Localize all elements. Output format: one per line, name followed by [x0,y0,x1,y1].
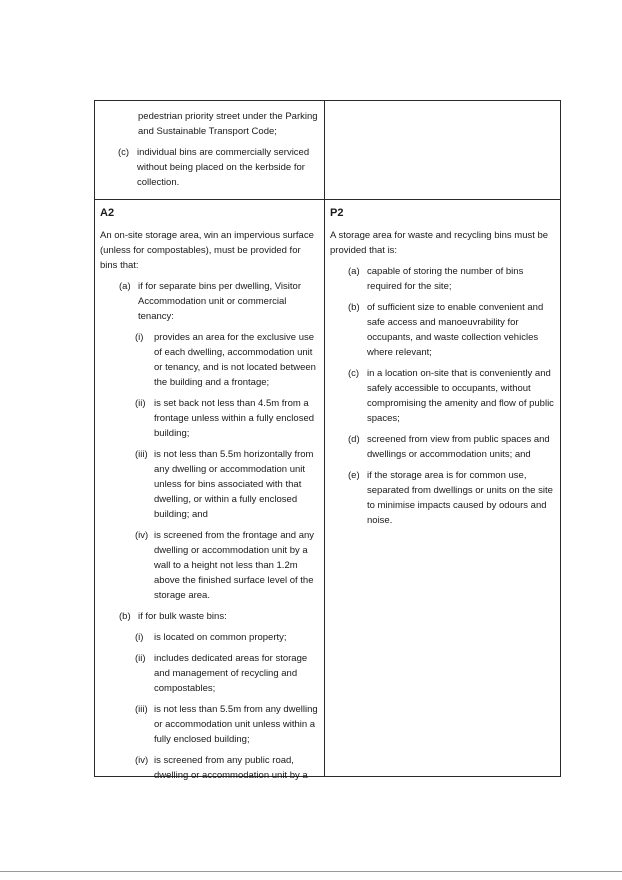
sub-list-item [100,702,318,747]
row-divider [95,199,560,200]
list-label: (ii) [135,653,146,664]
list-label: (a) [348,266,360,277]
sub-list-item [100,528,318,603]
list-label: (ii) [135,398,146,409]
list-text: is located on common property; [154,632,287,643]
list-item-d [330,432,554,462]
sub-list-item [100,330,318,390]
list-label: (c) [348,368,360,379]
list-text: is not less than 5.5m horizontally from any dwelling or accommodation unit unless for bins associated with that dwelling, or within a fully enclosed building; and [154,449,314,520]
list-text: in a location on-site that is conveniently and safely accessible to occupants, without compromising the amenity and flow of public spaces; [367,368,554,424]
list-label: (iii) [135,449,148,460]
list-label: (b) [348,302,360,313]
sub-list-item [100,447,318,522]
list-text: provides an area for the exclusive use of each dwelling, accommodation unit or tenancy, and is not located between the building and a frontage; [154,332,316,388]
list-item-c [330,366,554,426]
list-item-a [330,264,554,294]
list-text: individual bins are commercially serviced without being placed on the kerbside for collection. [137,147,310,188]
list-text: screened from view from public spaces and dwellings or accommodation units; and [367,434,550,460]
planning-standards-table [94,100,561,781]
list-label: (e) [348,470,360,481]
list-text: capable of storing the number of bins required for the site; [367,266,524,292]
list-label: (iv) [135,530,149,541]
list-item-c [100,145,320,190]
list-label: (c) [118,147,130,158]
list-label: (i) [135,632,144,643]
list-text: is not less than 5.5m from any dwelling or accommodation unit unless within a fully enclosed building; [154,704,318,745]
acceptable-solution-code: A2 [100,207,115,219]
continuation-cell-left [100,109,320,196]
list-item-b [330,300,554,360]
list-text: if for separate bins per dwelling, Visitor Accommodation unit or commercial tenancy: [138,281,301,322]
list-label: (d) [348,434,360,445]
acceptable-solution-cell [100,206,318,789]
list-text: is screened from any public road, dwelling or accommodation unit by a [154,755,308,781]
list-label: (iii) [135,704,148,715]
list-text: of sufficient size to enable convenient and safe access and manoeuvrability for occupants, and waste collection vehicles where relevant; [367,302,544,358]
list-text: is screened from the frontage and any dwelling or accommodation unit by a wall to a height not less than 1.2m above the finished surface level of the storage area. [154,530,315,601]
list-item-e [330,468,554,528]
page-bottom-rule [0,871,622,872]
sub-list-item [100,396,318,441]
sub-list-item [100,651,318,696]
sub-list-item [100,753,318,783]
list-text: is set back not less than 4.5m from a frontage unless within a fully enclosed building; [154,398,315,439]
performance-criteria-code: P2 [330,207,344,219]
list-label: (i) [135,332,144,343]
acceptable-solution-intro: An on-site storage area, win an impervious surface (unless for compostables), must be provided for bins that: [100,230,314,271]
continuation-text: pedestrian priority street under the Parking and Sustainable Transport Code; [138,111,318,137]
list-label: (b) [119,611,131,622]
list-item-b [100,609,318,624]
performance-criteria-intro: A storage area for waste and recycling bins must be provided that is: [330,230,549,256]
performance-criteria-cell [330,206,554,534]
list-text: if the storage area is for common use, separated from dwellings or units on the site to minimise impacts caused by odours and noise. [367,470,553,526]
sub-list-item [100,630,318,645]
list-label: (a) [119,281,131,292]
list-text: includes dedicated areas for storage and management of recycling and compostables; [154,653,308,694]
column-divider [324,101,325,776]
list-item-a [100,279,318,324]
list-text: if for bulk waste bins: [138,611,227,622]
list-label: (iv) [135,755,149,766]
